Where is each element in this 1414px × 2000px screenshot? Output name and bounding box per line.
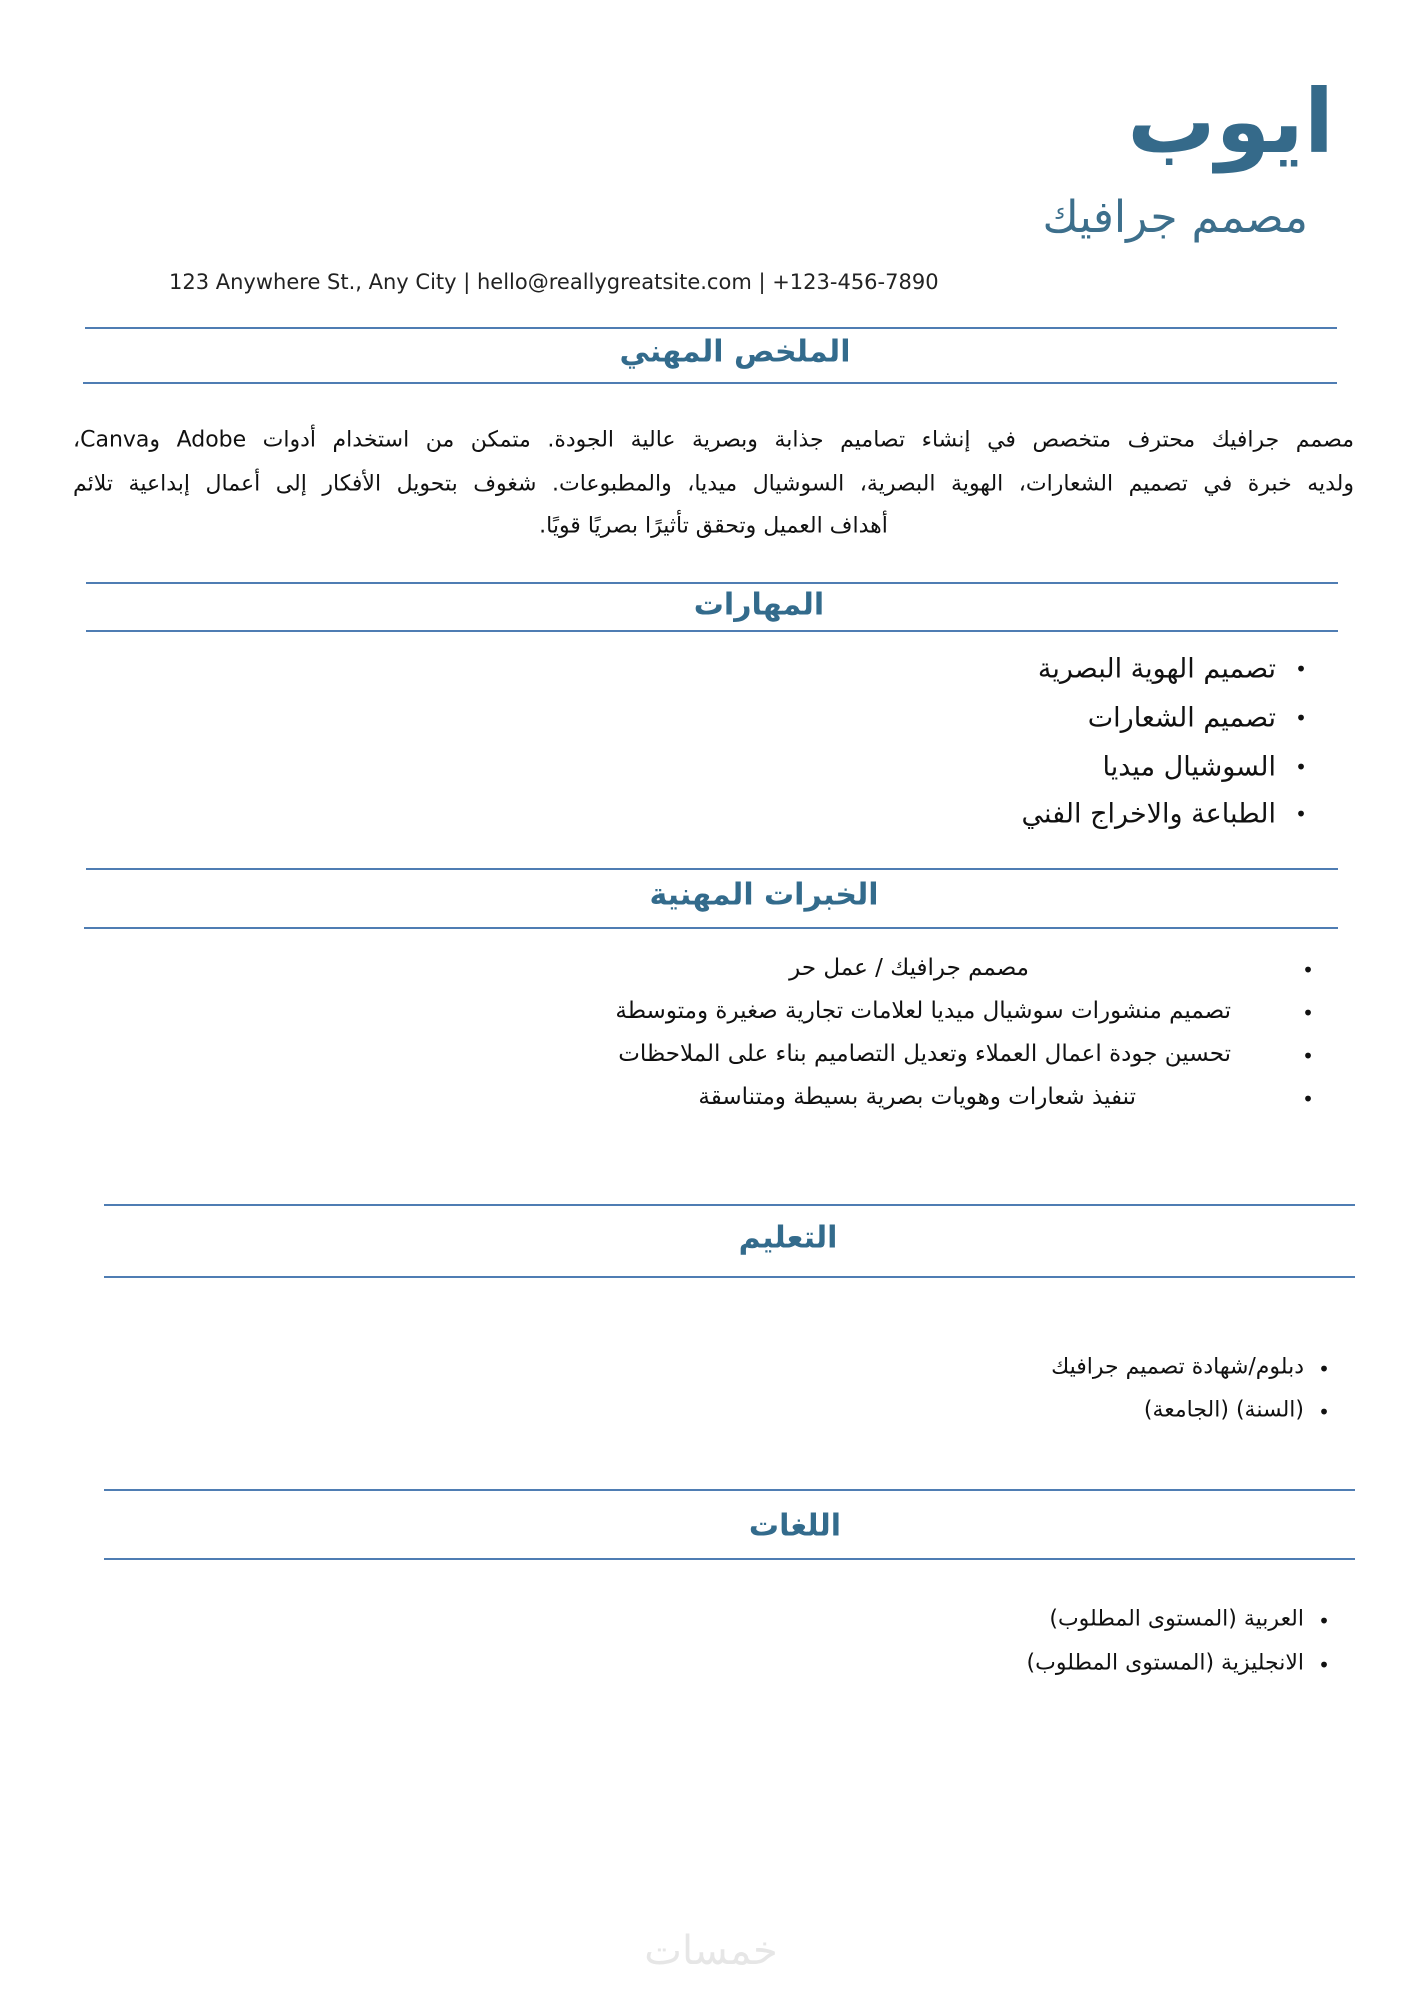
divider (86, 868, 1338, 870)
section-heading-education: التعليم (738, 1220, 838, 1256)
divider (86, 582, 1338, 584)
bullet: • (1318, 1653, 1330, 1677)
language-item: الانجليزية (المستوى المطلوب) (1026, 1650, 1304, 1676)
skill-item: تصميم الهوية البصرية (1037, 653, 1276, 685)
bullet: • (1302, 1001, 1314, 1025)
contact-info: 123 Anywhere St., Any City | hello@reallygreatsite.com | +123-456-7890 (169, 270, 939, 294)
education-item: (السنة) (الجامعة) (1143, 1397, 1304, 1423)
summary-line: ولديه خبرة في تصميم الشعارات، الهوية البصرية، السوشيال ميديا، والمطبوعات. شغوف بتحويل الأفكار إلى أعمال إبداعية تلائم (73, 471, 1354, 497)
divider (104, 1204, 1355, 1206)
divider (84, 927, 1338, 929)
experience-item: مصمم جرافيك / عمل حر (789, 955, 1029, 981)
summary-line: مصمم جرافيك محترف متخصص في إنشاء تصاميم جذابة وبصرية عالية الجودة. متمكن من استخدام أدوات Adobe وCanva، (73, 427, 1354, 453)
divider (104, 1276, 1355, 1278)
bullet: • (1302, 1044, 1314, 1068)
section-heading-skills: المهارات (693, 587, 825, 623)
divider (104, 1489, 1355, 1491)
bullet: • (1318, 1357, 1330, 1381)
bullet: • (1295, 657, 1307, 681)
bullet: • (1302, 958, 1314, 982)
bullet: • (1318, 1609, 1330, 1633)
divider (86, 630, 1338, 632)
experience-item: تحسين جودة اعمال العملاء وتعديل التصاميم بناء على الملاحظات (618, 1041, 1231, 1067)
bullet: • (1295, 755, 1307, 779)
skill-item: الطباعة والاخراج الفني (1021, 798, 1276, 830)
education-item: دبلوم/شهادة تصميم جرافيك (1051, 1354, 1304, 1380)
divider (85, 327, 1337, 329)
experience-item: تصميم منشورات سوشيال ميديا لعلامات تجارية صغيرة ومتوسطة (615, 998, 1231, 1024)
summary-line: أهداف العميل وتحقق تأثيرًا بصريًا قويًا. (539, 513, 888, 539)
bullet: • (1295, 706, 1307, 730)
experience-item: تنفيذ شعارات وهويات بصرية بسيطة ومتناسقة (698, 1084, 1136, 1110)
language-item: العربية (المستوى المطلوب) (1049, 1606, 1304, 1632)
candidate-name: ايوب (1127, 70, 1334, 173)
skill-item: تصميم الشعارات (1087, 702, 1276, 734)
watermark-logo: خمسات (644, 1928, 778, 1974)
section-heading-languages: اللغات (748, 1508, 842, 1544)
divider (104, 1558, 1355, 1560)
bullet: • (1295, 802, 1307, 826)
section-heading-experience: الخبرات المهنية (649, 877, 879, 913)
section-heading-summary: الملخص المهني (619, 334, 851, 370)
bullet: • (1302, 1087, 1314, 1111)
job-title: مصمم جرافيك (1042, 192, 1308, 243)
bullet: • (1318, 1400, 1330, 1424)
skill-item: السوشيال ميديا (1102, 751, 1276, 783)
divider (83, 382, 1337, 384)
